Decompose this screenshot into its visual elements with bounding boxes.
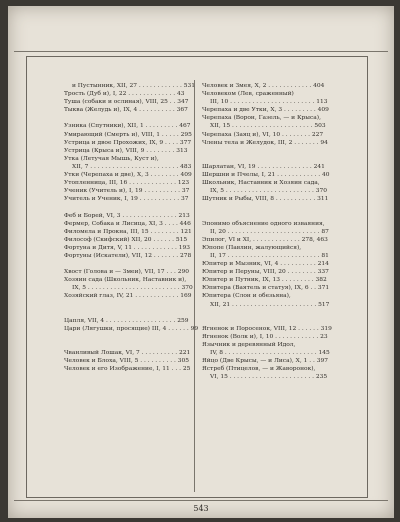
index-entry: Хвост (Голова и — Змеи), VII, 17 . . . 290 bbox=[64, 269, 189, 276]
index-entry: Ягненок и Поросенок, VIII, 12 . . . . . . 319 bbox=[202, 325, 332, 332]
section-gap bbox=[202, 309, 370, 317]
index-entry: Члены тела и Желудок, III, 2 . . . . . . . 94 bbox=[202, 139, 328, 146]
index-entry: Яйцо (Две Крысы, — и Лиса), X, 1 . . 397 bbox=[202, 358, 328, 365]
index-entry: Утка (Летучая Мышь, Куст и), bbox=[64, 155, 159, 162]
index-entry: Юпитер и Перуны, VIII, 20 . . . . . . . . 337 bbox=[202, 269, 329, 276]
index-entry: Юпитера (Ваятель и статуя), IX, 6 . . 371 bbox=[202, 285, 330, 292]
index-entry: Черепаха (Заяц и), VI, 10 . . . . . . . . 227 bbox=[202, 131, 324, 138]
index-entry: Юпитер и Мызник, VI, 4 . . . . . . . . . . 214 bbox=[202, 261, 329, 268]
index-entry: Хозяйский глаз, IV, 21 . . . . . . . . . . . . 169 bbox=[64, 293, 192, 300]
index-entry: Человек и его Изображение, I, 11 . . . 25 bbox=[64, 366, 191, 373]
index-entry: Человеком (Лев, сраженный) bbox=[202, 91, 294, 98]
index-entry: Юпопе (Павлин, жалующийся), bbox=[202, 244, 302, 251]
index-entry: Феб и Борей, VI, 3 . . . . . . . . . . . . . . . 213 bbox=[64, 212, 190, 219]
index-entry: Эпонимо объяснение одного изваяния, bbox=[202, 220, 325, 227]
book-page bbox=[8, 6, 394, 518]
index-entry: Цари (Лягушки, просящие) III, 4 . . . . . . 99 bbox=[64, 325, 199, 332]
index-entry: Филомела и Прокна, III, 15 . . . . . . . . 121 bbox=[64, 228, 192, 235]
index-entry: Шарлатан, VI, 19 . . . . . . . . . . . . . . . 241 bbox=[202, 163, 325, 170]
section-gap bbox=[202, 155, 370, 163]
index-entry: Туша (собаки и ослиная), VIII, 25 . . 347 bbox=[64, 99, 189, 106]
index-entry: Черепаха (Ворон, Газель, — и Крыса), bbox=[202, 115, 321, 122]
index-column-right bbox=[202, 82, 370, 381]
index-entry: Узника (Спутники), XII, 1 . . . . . . . . . 467 bbox=[64, 123, 191, 130]
index-entry: Черепаха и две Утки, X, 3 . . . . . . . . . 409 bbox=[202, 107, 329, 114]
top-dotted-rule bbox=[14, 51, 388, 52]
index-entry: Шутник и Рыбы, VIII, 8 . . . . . . . . . . . 311 bbox=[202, 196, 329, 203]
index-entry: Ястреб (Птицелов, — и Жаворонок), bbox=[202, 366, 316, 373]
index-entry: Хозяин сада (Школьник, Наставник и), bbox=[64, 277, 187, 284]
index-entry: Юпитер и Путник, IX, 13 . . . . . . . . . 382 bbox=[202, 277, 327, 284]
index-entry: Трость (Дуб и), I, 22 . . . . . . . . . . . . . 43 bbox=[64, 91, 185, 98]
section-gap bbox=[202, 203, 370, 211]
index-entry: Фортуна и Дитя, V, 11 . . . . . . . . . . . . 193 bbox=[64, 244, 190, 251]
index-entry: Юпитера (Слон и обезьяна), bbox=[202, 293, 291, 300]
index-entry: II, 17 . . . . . . . . . . . . . . . . . . . . . . . . . 81 bbox=[210, 252, 329, 259]
index-entry: Устрица (Крыса и), VIII, 9 . . . . . . . . 313 bbox=[64, 147, 188, 154]
index-entry: Тыква (Желудь и), IX, 4 . . . . . . . . . . 367 bbox=[64, 107, 188, 114]
index-entry: Цапля, VII, 4 . . . . . . . . . . . . . . . . . . . 259 bbox=[64, 317, 189, 324]
index-entry: Человек и Змея, X, 2 . . . . . . . . . . . . 404 bbox=[202, 83, 325, 89]
bottom-dotted-rule bbox=[14, 500, 388, 501]
index-entry: и Пустынник, XII, 27 . . . . . . . . . . . . 531 bbox=[72, 83, 195, 89]
index-entry: Ягненок (Волк и), I, 10 . . . . . . . . . . . . 23 bbox=[202, 333, 328, 340]
index-entry: Философ (Скифский) XII, 20 . . . . . . 515 bbox=[64, 236, 188, 243]
page-number: 543 bbox=[193, 504, 209, 513]
section-gap bbox=[202, 212, 370, 220]
index-entry: III, 10 . . . . . . . . . . . . . . . . . . . . . . . 113 bbox=[210, 99, 328, 106]
section-gap bbox=[202, 147, 370, 155]
index-entry: Эпилог, VI и XI, . . . . . . . . . . . . . 278, 463 bbox=[202, 236, 328, 243]
index-entry: II, 20 . . . . . . . . . . . . . . . . . . . . . . . . . 87 bbox=[210, 228, 329, 235]
index-entry: Шершни и Пчелы, I, 21 . . . . . . . . . . . . 40 bbox=[202, 172, 330, 179]
index-entry: Фермер, Собака и Лисица, XI, 3 . . . . 446 bbox=[64, 220, 191, 227]
index-entry: Школьник, Наставник и Хозяин сада, bbox=[202, 180, 320, 187]
index-entry: XII, 15 . . . . . . . . . . . . . . . . . . . . . . 503 bbox=[210, 123, 326, 130]
index-entry: Устрица и двое Прохожих, IX, 9 . . . . 377 bbox=[64, 139, 192, 146]
index-entry: XII, 7 . . . . . . . . . . . . . . . . . . . . . . . . 483 bbox=[72, 163, 192, 170]
index-entry: Учитель и Ученик, I, 19 . . . . . . . . . . . 37 bbox=[64, 196, 189, 203]
index-entry: Фортуны (Искатели), VII, 12 . . . . . . . 278 bbox=[64, 252, 192, 259]
index-entry: Утопленница, III, 16 . . . . . . . . . . . . . 123 bbox=[64, 180, 190, 187]
index-entry: Утки (Черепаха и две), X, 3 . . . . . . . . 409 bbox=[64, 172, 192, 179]
index-entry: XII, 21 . . . . . . . . . . . . . . . . . . . . . . . 517 bbox=[210, 301, 330, 308]
index-entry: IV, 8 . . . . . . . . . . . . . . . . . . . . . . . . . 145 bbox=[210, 350, 330, 357]
index-entry: Язычник и деревянный Идол, bbox=[202, 342, 296, 348]
index-entry: Ученик (Учитель и), I, 19 . . . . . . . . . . 37 bbox=[64, 188, 190, 195]
index-entry: IX, 5 . . . . . . . . . . . . . . . . . . . . . . . . . 370 bbox=[72, 285, 193, 292]
index-entry: IX, 5 . . . . . . . . . . . . . . . . . . . . . . . . 370 bbox=[210, 188, 328, 195]
index-entry: Умирающий (Смерть и), VIII, 1 . . . . . 295 bbox=[64, 131, 192, 138]
section-gap bbox=[202, 317, 370, 325]
index-entry: Человек и Блоха, VIII, 5 . . . . . . . . . . 305 bbox=[64, 358, 189, 365]
index-entry: Чванливый Лошак, VI, 7 . . . . . . . . . . 221 bbox=[64, 350, 191, 357]
index-entry: VI, 15 . . . . . . . . . . . . . . . . . . . . . . . 235 bbox=[210, 374, 328, 381]
